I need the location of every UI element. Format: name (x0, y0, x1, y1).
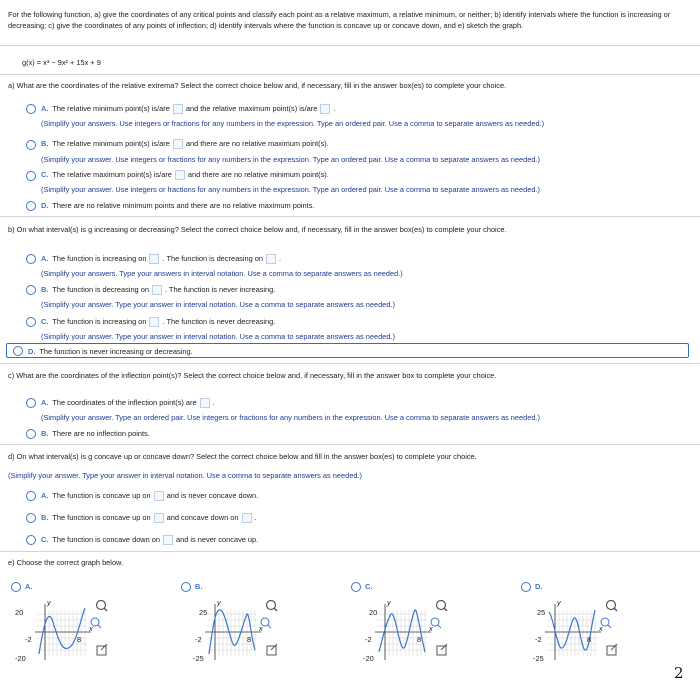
graph-d-xleft: -2 (535, 635, 542, 644)
graph-d-xaxis: x (599, 624, 603, 633)
choice-text: The function is decreasing on (52, 285, 149, 294)
choice-text: The function is increasing on (52, 317, 147, 326)
graph-option-b[interactable] (185, 596, 313, 670)
graph-b-ytop: 25 (199, 608, 208, 617)
graph-c-xaxis: x (429, 624, 433, 633)
choice-text: and concave down on (166, 513, 239, 522)
instructions-text: For the following function, a) give the coordinates of any critical points and classify each point as a relative maximum, a relative minimum, or neither; b) identify intervals where the function is increasing or decreasing; c) give the coordinates of any points of inflection; d) identify intervals where the function is concave up or concave down, and e) sketch the graph. (8, 10, 671, 30)
graph-d-xright: 8 (587, 635, 592, 644)
graph-option-d[interactable] (525, 596, 653, 670)
choice-text: The relative minimum point(s) is/are (52, 139, 170, 148)
answer-box[interactable] (163, 535, 173, 545)
handwritten-page-number: 2 (674, 664, 684, 682)
choice-letter: A. (41, 491, 49, 500)
part-a-radio-a[interactable] (26, 104, 36, 114)
part-c-choice-b (41, 429, 150, 438)
part-d-choice-c (41, 535, 258, 545)
part-a-choice-b (41, 139, 329, 149)
answer-box[interactable] (173, 139, 183, 149)
divider (0, 74, 700, 75)
choice-text: . (212, 398, 215, 407)
part-b-choice-b (41, 285, 275, 295)
choice-letter: C. (41, 317, 49, 326)
choice-letter: C. (41, 170, 49, 179)
choice-letter: A. (41, 254, 49, 263)
part-d-choice-b (41, 513, 257, 523)
choice-text: The function is concave down on (52, 535, 161, 544)
graph-letter-c: C. (365, 582, 373, 591)
graph-a-yaxis: y (47, 598, 51, 607)
graph-option-c[interactable] (355, 596, 483, 670)
choice-text: and there are no relative maximum point(s). (185, 139, 329, 148)
part-b-choice-a (41, 254, 281, 264)
choice-text: and is never concave up. (176, 535, 259, 544)
graph-d-ybot: -25 (533, 654, 544, 663)
part-c-radio-b[interactable] (26, 429, 36, 439)
choice-letter: B. (41, 285, 49, 294)
answer-box[interactable] (175, 170, 185, 180)
part-e-radio-b[interactable] (181, 582, 191, 592)
part-b-hint-b: (Simplify your answer. Type your answer in interval notation. Use a comma to separate answers as needed.) (41, 300, 395, 309)
part-a-radio-d[interactable] (26, 201, 36, 211)
choice-text: and the relative maximum point(s) is/are (185, 104, 318, 113)
part-b-hint-c: (Simplify your answer. Type your answer in interval notation. Use a comma to separate answers as needed.) (41, 332, 395, 341)
part-a-radio-b[interactable] (26, 140, 36, 150)
part-b-choice-c (41, 317, 275, 327)
graph-c-ybot: -20 (363, 654, 374, 663)
part-b-radio-d[interactable] (13, 346, 23, 356)
part-e-radio-a[interactable] (11, 582, 21, 592)
graph-c-xright: 8 (417, 635, 422, 644)
graph-c-xleft: -2 (365, 635, 372, 644)
graph-d-yaxis: y (557, 598, 561, 607)
answer-box[interactable] (173, 104, 183, 114)
choice-text: The coordinates of the inflection point(s) are (52, 398, 197, 407)
graph-d-ytop: 25 (537, 608, 546, 617)
choice-text: The relative maximum point(s) is/are (52, 170, 172, 179)
part-a-hint-a: (Simplify your answers. Use integers or fractions for any numbers in the expression. Type an ordered pair. Use a comma to separate answers as needed.) (41, 119, 545, 128)
graph-b-yaxis: y (217, 598, 221, 607)
answer-box[interactable] (154, 491, 164, 501)
part-c-question: c) What are the coordinates of the inflection point(s)? Select the correct choice below and, if necessary, fill in the answer box to complete your choice. (8, 371, 497, 380)
part-b-question: b) On what interval(s) is g increasing or decreasing? Select the correct choice below and, if necessary, fill in the answer box(es) to complete your choice. (8, 225, 507, 234)
graph-c-yaxis: y (387, 598, 391, 607)
part-e-question: e) Choose the correct graph below. (8, 558, 124, 567)
part-a-choice-d (41, 201, 314, 210)
choice-text: . (333, 104, 336, 113)
answer-box[interactable] (242, 513, 252, 523)
choice-text: . The function is never increasing. (164, 285, 276, 294)
graph-a-svg (15, 596, 143, 670)
graph-a-ybot: -20 (15, 654, 26, 663)
part-c-radio-a[interactable] (26, 398, 36, 408)
choice-text: The function is never increasing or decreasing. (39, 347, 193, 356)
choice-letter: C. (41, 535, 49, 544)
choice-letter: B. (41, 139, 49, 148)
choice-text: There are no inflection points. (52, 429, 150, 438)
part-c-hint-a: (Simplify your answer. Type an ordered pair. Use integers or fractions for any numbers in the expression. Use a comma to separate answers as needed.) (41, 413, 540, 422)
answer-box[interactable] (149, 254, 159, 264)
graph-b-ybot: -25 (193, 654, 204, 663)
choice-text: The function is concave up on (52, 513, 151, 522)
graph-option-a[interactable] (15, 596, 143, 670)
part-a-choice-c (41, 170, 329, 180)
part-d-radio-a[interactable] (26, 491, 36, 501)
answer-box[interactable] (152, 285, 162, 295)
divider (0, 363, 700, 364)
answer-box[interactable] (154, 513, 164, 523)
graph-a-xaxis: x (89, 624, 93, 633)
part-d-hint: (Simplify your answer. Type your answer in interval notation. Use a comma to separate answers as needed.) (8, 471, 362, 480)
graph-b-xaxis: x (259, 624, 263, 633)
choice-text: There are no relative minimum points and there are no relative maximum points. (52, 201, 315, 210)
part-d-choice-a (41, 491, 258, 501)
part-b-radio-a[interactable] (26, 254, 36, 264)
choice-text: . (254, 513, 257, 522)
choice-text: The function is increasing on (52, 254, 147, 263)
part-a-choice-a (41, 104, 335, 114)
function-label: g(x) = x³ − 9x² + 15x + 9 (22, 58, 101, 67)
divider (0, 216, 700, 217)
choice-text: and is never concave down. (166, 491, 259, 500)
divider (0, 551, 700, 552)
part-d-question: d) On what interval(s) is g concave up or concave down? Select the correct choice below and fill in the answer box(es) to complete your choice. (8, 452, 477, 461)
part-b-radio-b[interactable] (26, 285, 36, 295)
choice-letter: B. (41, 429, 49, 438)
part-a-hint-b: (Simplify your answer. Use integers or fractions for any numbers in the expression. Type an ordered pair. Use a comma to separate answers as needed.) (41, 155, 540, 164)
divider (0, 444, 700, 445)
choice-text: The relative minimum point(s) is/are (52, 104, 170, 113)
answer-box[interactable] (320, 104, 330, 114)
part-e-radio-c[interactable] (351, 582, 361, 592)
choice-letter: A. (41, 104, 49, 113)
divider (0, 45, 700, 46)
graph-b-xright: 8 (247, 635, 252, 644)
graph-letter-d: D. (535, 582, 543, 591)
graph-a-xright: 8 (77, 635, 82, 644)
choice-letter: D. (41, 201, 49, 210)
graph-a-ytop: 20 (15, 608, 24, 617)
choice-text: and there are no relative minimum point(s). (187, 170, 329, 179)
choice-letter: D. (28, 347, 36, 356)
part-a-question: a) What are the coordinates of the relative extrema? Select the correct choice below and, if necessary, fill in the answer box(es) to complete your choice. (8, 81, 507, 90)
part-e-radio-d[interactable] (521, 582, 531, 592)
graph-a-xleft: -2 (25, 635, 32, 644)
graph-b-xleft: -2 (195, 635, 202, 644)
answer-box[interactable] (266, 254, 276, 264)
part-c-choice-a (41, 398, 215, 408)
choice-text: . The function is decreasing on (162, 254, 264, 263)
part-d-radio-b[interactable] (26, 513, 36, 523)
part-a-hint-c: (Simplify your answer. Use integers or fractions for any numbers in the expression. Type an ordered pair. Use a comma to separate answers as needed.) (41, 185, 540, 194)
graph-c-ytop: 20 (369, 608, 378, 617)
answer-box[interactable] (149, 317, 159, 327)
answer-box[interactable] (200, 398, 210, 408)
choice-letter: A. (41, 398, 49, 407)
part-a-radio-c[interactable] (26, 171, 36, 181)
choice-text: The function is concave up on (52, 491, 151, 500)
part-d-radio-c[interactable] (26, 535, 36, 545)
graph-letter-a: A. (25, 582, 33, 591)
choice-text: . The function is never decreasing. (162, 317, 276, 326)
graph-letter-b: B. (195, 582, 203, 591)
part-b-choice-d (28, 347, 193, 356)
part-b-radio-c[interactable] (26, 317, 36, 327)
choice-text: . (279, 254, 282, 263)
part-b-hint-a: (Simplify your answers. Type your answers in interval notation. Use a comma to separate answers as needed.) (41, 269, 403, 278)
choice-letter: B. (41, 513, 49, 522)
